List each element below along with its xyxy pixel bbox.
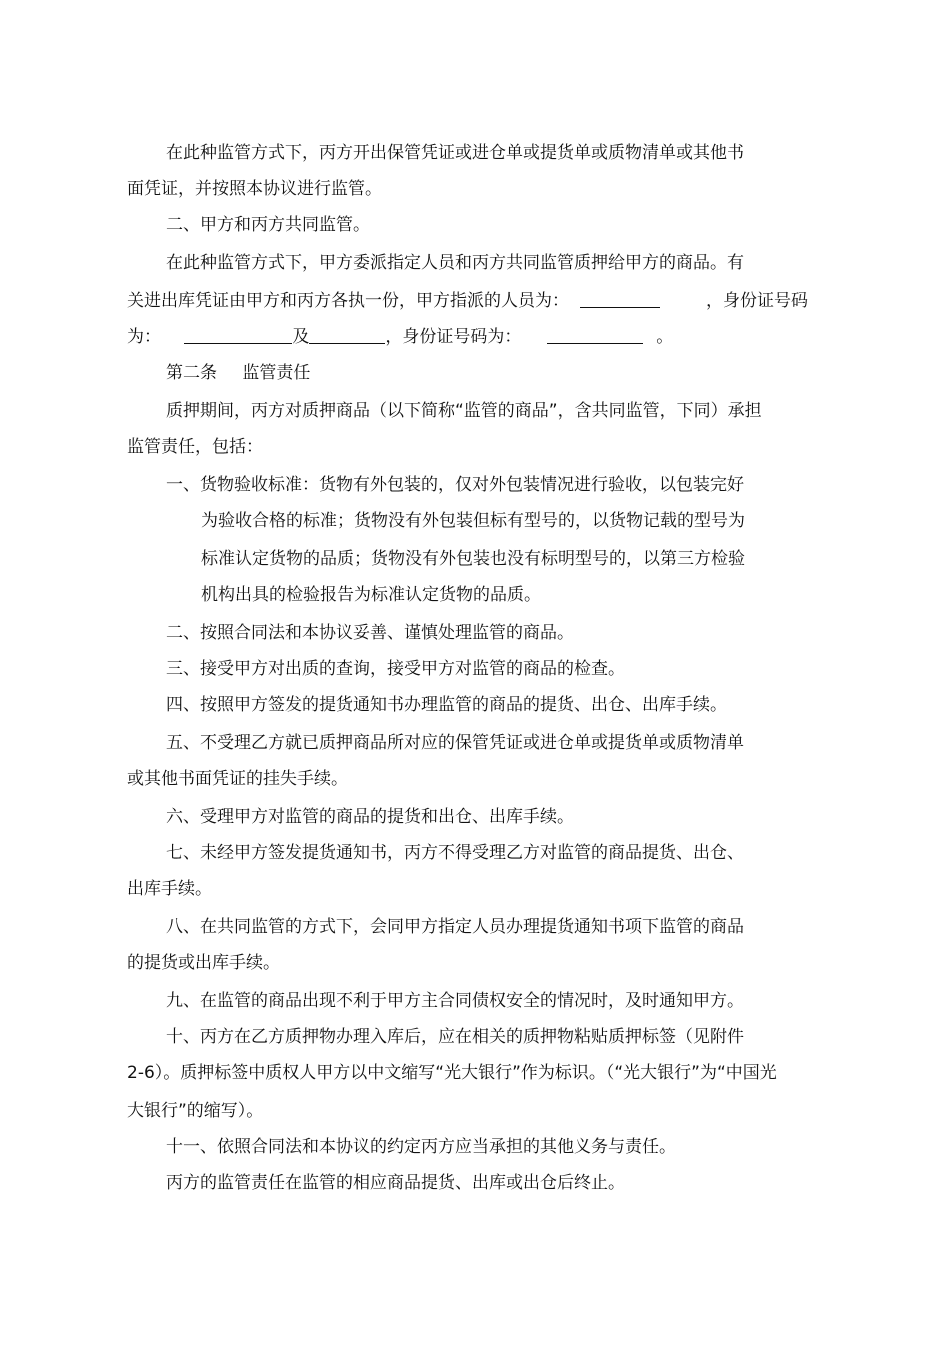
item-4: 四、按照甲方签发的提货通知书办理监管的商品的提货、出仓、出库手续。 xyxy=(166,695,727,715)
item-3: 三、接受甲方对出质的查询，接受甲方对监管的商品的检查。 xyxy=(166,659,625,679)
appointee-name-blank xyxy=(580,291,660,308)
item-1-line-2: 为验收合格的标准；货物没有外包装但标有型号的，以货物记载的型号为 xyxy=(201,511,745,531)
id-blank-1 xyxy=(184,327,292,344)
closing-paragraph: 丙方的监管责任在监管的相应商品提货、出库或出仓后终止。 xyxy=(166,1173,625,1193)
article-number: 第二条 xyxy=(166,363,217,383)
para-line-4: 在此种监管方式下，甲方委派指定人员和丙方共同监管质押给甲方的商品。有 xyxy=(166,253,744,273)
and-label: 及 xyxy=(292,327,310,347)
section-heading-joint-supervision: 二、甲方和丙方共同监管。 xyxy=(166,215,370,235)
para-line-9: 监管责任，包括： xyxy=(127,437,263,457)
item-6: 六、受理甲方对监管的商品的提货和出仓、出库手续。 xyxy=(166,807,574,827)
appointee-label: 关进出库凭证由甲方和丙方各执一份，甲方指派的人员为： xyxy=(127,291,569,311)
period-mark: 。 xyxy=(656,327,674,347)
item-10-line-1: 十、丙方在乙方质押物办理入库后，应在相关的质押物粘贴质押标签（见附件 xyxy=(166,1027,744,1047)
item-1-line-3: 标准认定货物的品质；货物没有外包装也没有标明型号的，以第三方检验 xyxy=(201,549,745,569)
item-1-line-4: 机构出具的检验报告为标准认定货物的品质。 xyxy=(201,585,541,605)
item-1-line-1: 一、货物验收标准：货物有外包装的，仅对外包装情况进行验收，以包装完好 xyxy=(166,475,744,495)
item-7-line-1: 七、未经甲方签发提货通知书，丙方不得受理乙方对监管的商品提货、出仓、 xyxy=(166,843,744,863)
para-line-2: 面凭证，并按照本协议进行监管。 xyxy=(127,179,382,199)
item-11: 十一、依照合同法和本协议的约定丙方应当承担的其他义务与责任。 xyxy=(166,1137,676,1157)
id-blank-2 xyxy=(309,327,385,344)
item-8-line-1: 八、在共同监管的方式下，会同甲方指定人员办理提货通知书项下监管的商品 xyxy=(166,917,744,937)
item-5-line-1: 五、不受理乙方就已质押商品所对应的保管凭证或进仓单或提货单或质物清单 xyxy=(166,733,744,753)
item-10-line-3: 大银行”的缩写）。 xyxy=(127,1101,264,1121)
item-2: 二、按照合同法和本协议妥善、谨慎处理监管的商品。 xyxy=(166,623,574,643)
id-number-label: ，身份证号码 xyxy=(706,291,808,311)
para-line-1: 在此种监管方式下，丙方开出保管凭证或进仓单或提货单或质物清单或其他书 xyxy=(166,143,744,163)
article-name: 监管责任 xyxy=(242,363,311,383)
para-line-6 xyxy=(127,327,673,347)
for-label: 为： xyxy=(127,327,161,347)
id-number-blank xyxy=(547,327,643,344)
item-5-line-2: 或其他书面凭证的挂失手续。 xyxy=(127,769,348,789)
id-number-for-label: ，身份证号码为： xyxy=(385,327,522,347)
item-10-line-2: 2-6）。质押标签中质权人甲方以中文缩写“光大银行”作为标识。（“光大银行”为“中国光 xyxy=(127,1063,777,1083)
para-line-5 xyxy=(127,291,660,311)
para-line-8: 质押期间，丙方对质押商品（以下简称“监管的商品”，含共同监管，下同）承担 xyxy=(166,401,762,421)
item-8-line-2: 的提货或出库手续。 xyxy=(127,953,280,973)
item-9: 九、在监管的商品出现不利于甲方主合同债权安全的情况时，及时通知甲方。 xyxy=(166,991,744,1011)
item-7-line-2: 出库手续。 xyxy=(127,879,212,899)
article-title xyxy=(166,363,310,383)
